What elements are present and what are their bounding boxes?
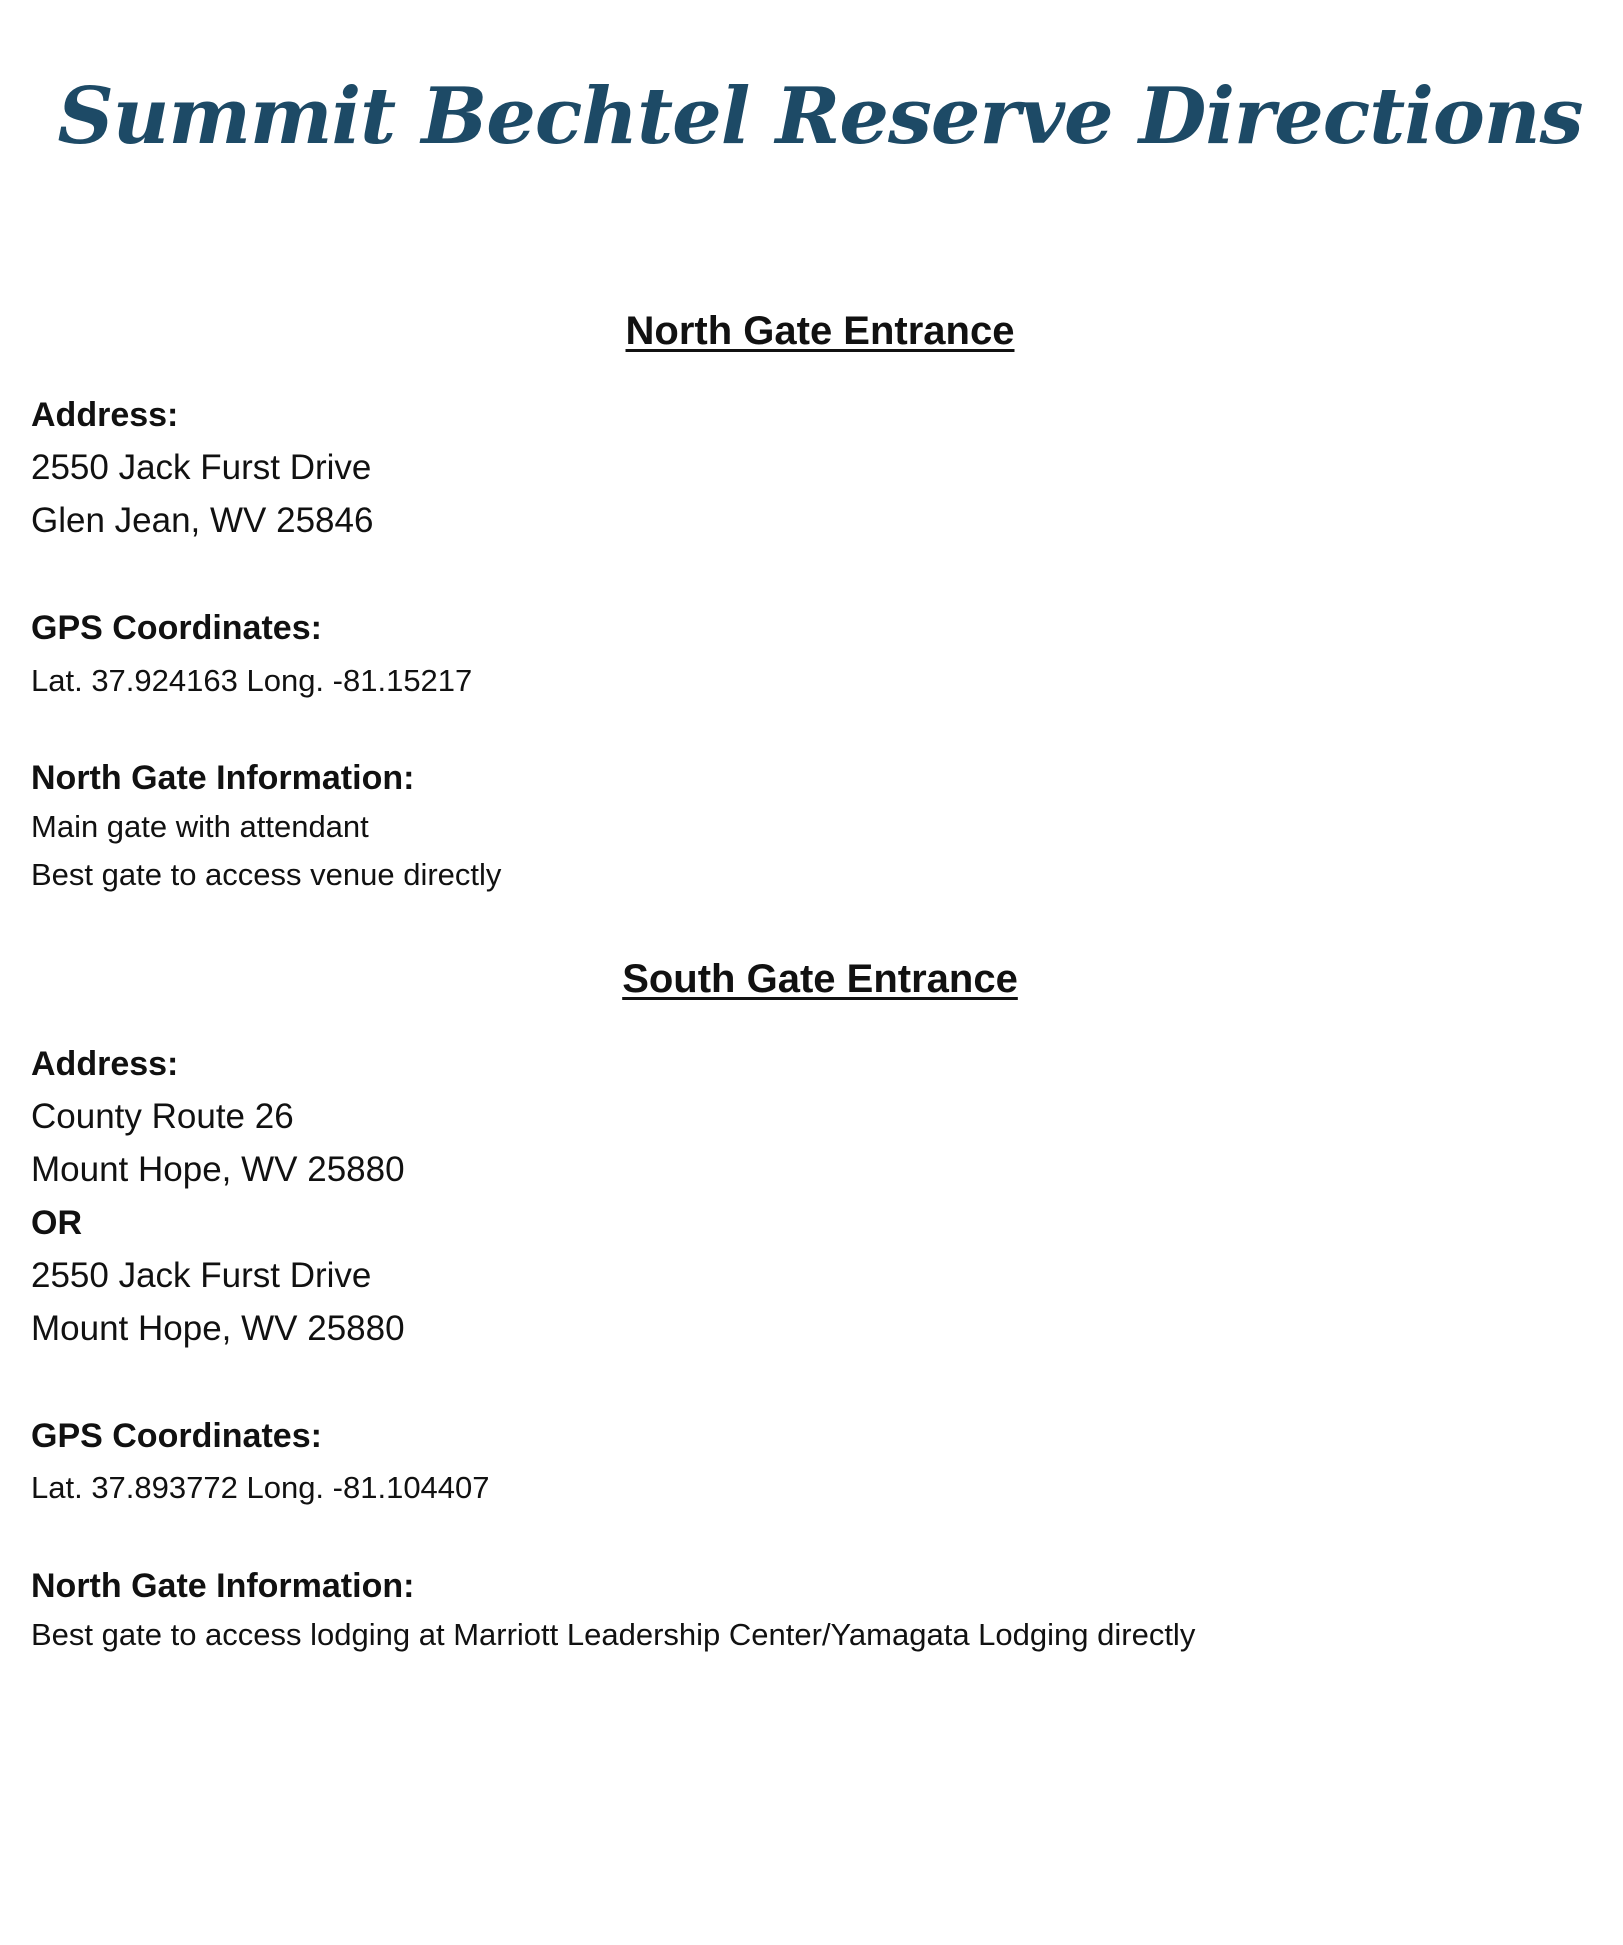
north-gps-label: GPS Coordinates: bbox=[31, 609, 322, 647]
north-info-line-1: Main gate with attendant bbox=[31, 809, 369, 844]
south-address-label: Address: bbox=[31, 1045, 179, 1083]
south-address-line-2: Mount Hope, WV 25880 bbox=[31, 1150, 405, 1189]
south-address-line-1: County Route 26 bbox=[31, 1097, 294, 1136]
south-address-line-4: Mount Hope, WV 25880 bbox=[31, 1309, 405, 1348]
south-gate-heading: South Gate Entrance bbox=[622, 957, 1018, 1001]
north-info-line-2: Best gate to access venue directly bbox=[31, 857, 502, 892]
south-info-line-1: Best gate to access lodging at Marriott Leadership Center/Yamagata Lodging directly bbox=[31, 1617, 1196, 1652]
north-info-label: North Gate Information: bbox=[31, 759, 415, 797]
south-gps-label: GPS Coordinates: bbox=[31, 1417, 322, 1455]
south-address-line-3: 2550 Jack Furst Drive bbox=[31, 1256, 372, 1295]
north-gate-heading: North Gate Entrance bbox=[625, 309, 1015, 353]
document-title: Summit Bechtel Reserve Directions bbox=[57, 71, 1583, 162]
south-address-or-label: OR bbox=[31, 1204, 82, 1242]
north-gps-value: Lat. 37.924163 Long. -81.15217 bbox=[31, 663, 473, 698]
south-info-label: North Gate Information: bbox=[31, 1567, 415, 1605]
south-gps-value: Lat. 37.893772 Long. -81.104407 bbox=[31, 1470, 490, 1505]
north-address-label: Address: bbox=[31, 396, 179, 434]
north-address-line-2: Glen Jean, WV 25846 bbox=[31, 501, 374, 540]
north-address-line-1: 2550 Jack Furst Drive bbox=[31, 448, 372, 487]
